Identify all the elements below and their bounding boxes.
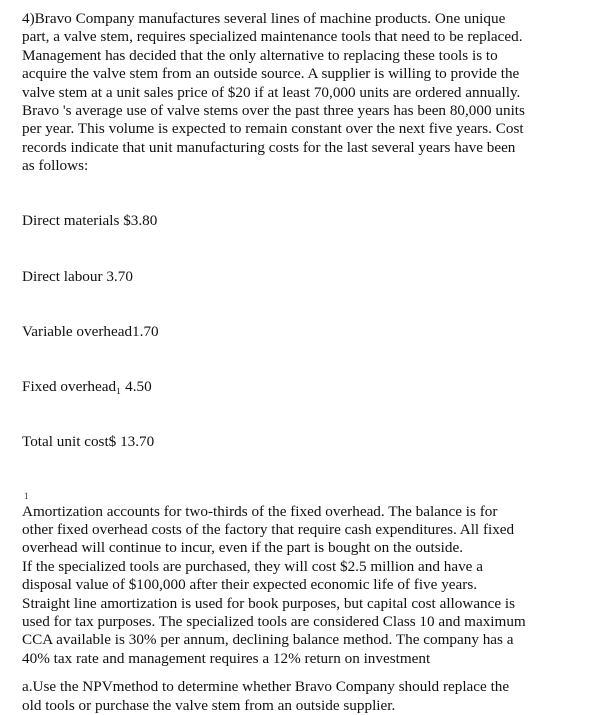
task-paragraph — [22, 678, 582, 715]
body-line: other fixed overhead costs of the factory that require cash expenditures. All fixed — [22, 520, 515, 538]
body-line: Amortization accounts for two-thirds of the fixed overhead. The balance is for — [22, 502, 498, 520]
task-line: old tools or purchase the valve stem from an outside supplier. — [22, 696, 396, 714]
intro-line: valve stem at a unit sales price of $20 if at least 70,000 units are ordered annually. — [22, 83, 521, 101]
question-document — [22, 10, 582, 715]
body-line: overhead will continue to incur, even if the part is bought on the outside. — [22, 539, 463, 557]
body-line: used for tax purposes. The specialized tools are considered Class 10 and maximum — [22, 613, 526, 630]
intro-line: Management has decided that the only alternative to replacing these tools is to — [22, 46, 498, 64]
intro-line: Bravo 's average use of valve stems over the past three years has been 80,000 units — [22, 102, 525, 120]
intro-line: per year. This volume is expected to remain constant over the next five years. Cost — [22, 120, 524, 138]
intro-line: part, a valve stem, requires specialized maintenance tools that need to be replaced. — [22, 28, 523, 46]
body-line: 40% tax rate and management requires a 12% return on investment — [22, 649, 431, 667]
body-line: disposal value of $100,000 after their expected economic life of five years. — [22, 576, 478, 594]
body-line: If the specialized tools are purchased, they will cost $2.5 million and have a — [22, 557, 483, 575]
footnote-marker: 1 — [24, 490, 29, 501]
task-line: a.Use the NPVmethod to determine whether Bravo Company should replace the — [22, 678, 510, 696]
intro-paragraph — [22, 10, 582, 176]
cost-line-total-unit-cost: Total unit cost$ 13.70 — [22, 433, 155, 451]
cost-line-direct-materials: Direct materials $3.80 — [22, 212, 158, 230]
cost-line-fixed-overhead: Fixed overhead₁ 4.50 — [22, 378, 152, 396]
body-line: CCA available is 30% per annum, declining balance method. The company has a — [22, 631, 514, 649]
unit-cost-table — [22, 176, 582, 489]
body-line: Straight line amortization is used for book purposes, but capital cost allowance is — [22, 594, 516, 612]
intro-line: acquire the valve stem from an outside source. A supplier is willing to provide the — [22, 65, 520, 83]
body-paragraph — [22, 503, 582, 669]
cost-line-direct-labour: Direct labour 3.70 — [22, 267, 133, 285]
intro-line: 4)Bravo Company manufactures several lines of machine products. One unique — [22, 10, 506, 27]
paragraph-gap — [22, 668, 582, 678]
cost-line-variable-overhead: Variable overhead1.70 — [22, 322, 159, 340]
intro-line: records indicate that unit manufacturing costs for the last several years have been — [22, 138, 516, 156]
intro-line: as follows: — [22, 157, 89, 175]
